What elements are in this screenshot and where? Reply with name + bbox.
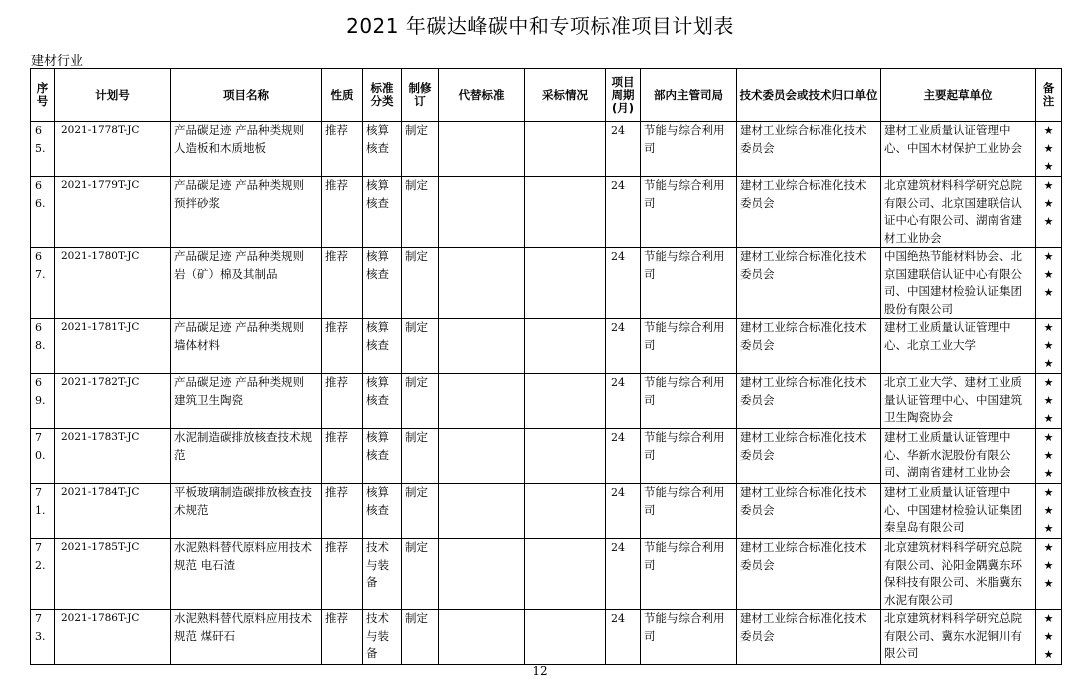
col-header-drafter: 主要起草单位 xyxy=(881,69,1036,122)
revision-type-cell: 制定 xyxy=(402,484,439,539)
adoption-status-cell xyxy=(525,484,606,539)
revision-type-cell: 制定 xyxy=(402,177,439,248)
standard-category-cell: 技术与装备 xyxy=(363,539,402,610)
star-icon: ★ xyxy=(1043,286,1054,299)
replaced-standard-cell xyxy=(439,319,525,374)
plan-code-cell: 2021-1778T-JC xyxy=(55,122,171,177)
star-icon: ★ xyxy=(1043,250,1054,263)
col-header-category: 标准分类 xyxy=(363,69,402,122)
replaced-standard-cell xyxy=(439,429,525,484)
note-cell xyxy=(1036,484,1062,539)
note-cell xyxy=(1036,374,1062,429)
project-nature-cell: 推荐 xyxy=(322,484,363,539)
project-cycle-cell: 24 xyxy=(606,429,641,484)
project-cycle-cell: 24 xyxy=(606,319,641,374)
table-row xyxy=(31,610,1062,665)
note-cell xyxy=(1036,429,1062,484)
adoption-status-cell xyxy=(525,610,606,665)
supervising-department-cell: 节能与综合利用司 xyxy=(641,484,737,539)
replaced-standard-cell xyxy=(439,539,525,610)
table-row xyxy=(31,248,1062,319)
note-cell xyxy=(1036,610,1062,665)
row-number-cell: 71. xyxy=(31,484,55,539)
star-icon: ★ xyxy=(1043,630,1054,643)
plan-code-cell: 2021-1783T-JC xyxy=(55,429,171,484)
star-icon: ★ xyxy=(1043,142,1054,155)
project-nature-cell: 推荐 xyxy=(322,248,363,319)
supervising-department-cell: 节能与综合利用司 xyxy=(641,319,737,374)
technical-committee-cell: 建材工业综合标准化技术委员会 xyxy=(737,248,881,319)
table-row xyxy=(31,122,1062,177)
star-icon: ★ xyxy=(1043,431,1054,444)
adoption-status-cell xyxy=(525,539,606,610)
plan-code-cell: 2021-1781T-JC xyxy=(55,319,171,374)
table-header-row xyxy=(31,69,1062,122)
revision-type-cell: 制定 xyxy=(402,429,439,484)
revision-type-cell: 制定 xyxy=(402,248,439,319)
star-icon: ★ xyxy=(1043,577,1054,590)
standard-category-cell: 核算核查 xyxy=(363,177,402,248)
project-nature-cell: 推荐 xyxy=(322,122,363,177)
star-icon: ★ xyxy=(1043,648,1054,661)
project-cycle-cell: 24 xyxy=(606,177,641,248)
note-cell xyxy=(1036,248,1062,319)
drafting-units-cell: 北京建筑材料科学研究总院有限公司、冀东水泥铜川有限公司 xyxy=(881,610,1036,665)
row-number-cell: 70. xyxy=(31,429,55,484)
star-icon: ★ xyxy=(1043,339,1054,352)
star-icon: ★ xyxy=(1043,321,1054,334)
plan-code-cell: 2021-1785T-JC xyxy=(55,539,171,610)
standard-category-cell: 技术与装备 xyxy=(363,610,402,665)
col-header-code: 计划号 xyxy=(55,69,171,122)
table-row xyxy=(31,319,1062,374)
page-number: 12 xyxy=(532,664,548,678)
drafting-units-cell: 建材工业质量认证管理中心、北京工业大学 xyxy=(881,319,1036,374)
col-header-cycle: 项目周期(月) xyxy=(606,69,641,122)
replaced-standard-cell xyxy=(439,122,525,177)
col-header-revision: 制修订 xyxy=(402,69,439,122)
technical-committee-cell: 建材工业综合标准化技术委员会 xyxy=(737,177,881,248)
star-icon: ★ xyxy=(1043,612,1054,625)
star-icon: ★ xyxy=(1043,268,1054,281)
supervising-department-cell: 节能与综合利用司 xyxy=(641,248,737,319)
star-icon: ★ xyxy=(1043,541,1054,554)
row-number-cell: 67. xyxy=(31,248,55,319)
project-nature-cell: 推荐 xyxy=(322,539,363,610)
technical-committee-cell: 建材工业综合标准化技术委员会 xyxy=(737,374,881,429)
table-row xyxy=(31,484,1062,539)
project-name-cell: 产品碳足迹 产品种类规则 岩（矿）棉及其制品 xyxy=(171,248,322,319)
plan-code-cell: 2021-1780T-JC xyxy=(55,248,171,319)
project-cycle-cell: 24 xyxy=(606,539,641,610)
plan-code-cell: 2021-1784T-JC xyxy=(55,484,171,539)
standard-category-cell: 核算核查 xyxy=(363,122,402,177)
col-header-name: 项目名称 xyxy=(171,69,322,122)
star-icon: ★ xyxy=(1043,522,1054,535)
note-cell xyxy=(1036,177,1062,248)
note-cell xyxy=(1036,319,1062,374)
star-icon: ★ xyxy=(1043,412,1054,425)
project-name-cell: 产品碳足迹 产品种类规则 墙体材料 xyxy=(171,319,322,374)
star-icon: ★ xyxy=(1043,467,1054,480)
drafting-units-cell: 建材工业质量认证管理中心、华新水泥股份有限公司、湖南省建材工业协会 xyxy=(881,429,1036,484)
row-number-cell: 72. xyxy=(31,539,55,610)
row-number-cell: 68. xyxy=(31,319,55,374)
col-header-replaced: 代替标准 xyxy=(439,69,525,122)
star-icon: ★ xyxy=(1043,124,1054,137)
project-cycle-cell: 24 xyxy=(606,374,641,429)
col-header-adoption: 采标情况 xyxy=(525,69,606,122)
drafting-units-cell: 建材工业质量认证管理中心、中国木材保护工业协会 xyxy=(881,122,1036,177)
table-row xyxy=(31,177,1062,248)
star-icon: ★ xyxy=(1043,559,1054,572)
project-name-cell: 产品碳足迹 产品种类规则 人造板和木质地板 xyxy=(171,122,322,177)
project-name-cell: 平板玻璃制造碳排放核查技术规范 xyxy=(171,484,322,539)
plan-code-cell: 2021-1786T-JC xyxy=(55,610,171,665)
supervising-department-cell: 节能与综合利用司 xyxy=(641,610,737,665)
project-nature-cell: 推荐 xyxy=(322,177,363,248)
standard-category-cell: 核算核查 xyxy=(363,484,402,539)
project-cycle-cell: 24 xyxy=(606,610,641,665)
star-icon: ★ xyxy=(1043,357,1054,370)
technical-committee-cell: 建材工业综合标准化技术委员会 xyxy=(737,319,881,374)
star-icon: ★ xyxy=(1043,179,1054,192)
replaced-standard-cell xyxy=(439,177,525,248)
adoption-status-cell xyxy=(525,248,606,319)
project-nature-cell: 推荐 xyxy=(322,319,363,374)
project-cycle-cell: 24 xyxy=(606,122,641,177)
table-row xyxy=(31,539,1062,610)
adoption-status-cell xyxy=(525,122,606,177)
project-name-cell: 水泥熟料替代原料应用技术规范 煤矸石 xyxy=(171,610,322,665)
project-name-cell: 水泥制造碳排放核查技术规范 xyxy=(171,429,322,484)
standard-category-cell: 核算核查 xyxy=(363,374,402,429)
industry-label: 建材行业 xyxy=(31,54,84,69)
table-row xyxy=(31,429,1062,484)
plan-code-cell: 2021-1779T-JC xyxy=(55,177,171,248)
star-icon: ★ xyxy=(1043,504,1054,517)
col-header-committee: 技术委员会或技术归口单位 xyxy=(737,69,881,122)
note-cell xyxy=(1036,539,1062,610)
project-nature-cell: 推荐 xyxy=(322,429,363,484)
supervising-department-cell: 节能与综合利用司 xyxy=(641,177,737,248)
row-number-cell: 65. xyxy=(31,122,55,177)
replaced-standard-cell xyxy=(439,374,525,429)
drafting-units-cell: 中国绝热节能材料协会、北京国建联信认证中心有限公司、中国建材检验认证集团股份有限公司 xyxy=(881,248,1036,319)
project-name-cell: 水泥熟料替代原料应用技术规范 电石渣 xyxy=(171,539,322,610)
replaced-standard-cell xyxy=(439,610,525,665)
col-header-note: 备注 xyxy=(1036,69,1062,122)
note-cell xyxy=(1036,122,1062,177)
table-body xyxy=(31,122,1062,665)
adoption-status-cell xyxy=(525,319,606,374)
standard-category-cell: 核算核查 xyxy=(363,248,402,319)
star-icon: ★ xyxy=(1043,449,1054,462)
supervising-department-cell: 节能与综合利用司 xyxy=(641,429,737,484)
adoption-status-cell xyxy=(525,429,606,484)
replaced-standard-cell xyxy=(439,484,525,539)
adoption-status-cell xyxy=(525,177,606,248)
revision-type-cell: 制定 xyxy=(402,374,439,429)
project-cycle-cell: 24 xyxy=(606,484,641,539)
star-icon: ★ xyxy=(1043,215,1054,228)
project-nature-cell: 推荐 xyxy=(322,610,363,665)
standards-plan-table xyxy=(30,68,1062,665)
supervising-department-cell: 节能与综合利用司 xyxy=(641,122,737,177)
drafting-units-cell: 建材工业质量认证管理中心、中国建材检验认证集团秦皇岛有限公司 xyxy=(881,484,1036,539)
project-cycle-cell: 24 xyxy=(606,248,641,319)
technical-committee-cell: 建材工业综合标准化技术委员会 xyxy=(737,539,881,610)
page-title: 2021 年碳达峰碳中和专项标准项目计划表 xyxy=(346,14,734,38)
revision-type-cell: 制定 xyxy=(402,319,439,374)
revision-type-cell: 制定 xyxy=(402,610,439,665)
star-icon: ★ xyxy=(1043,197,1054,210)
col-header-nature: 性质 xyxy=(322,69,363,122)
supervising-department-cell: 节能与综合利用司 xyxy=(641,374,737,429)
col-header-no: 序号 xyxy=(31,69,55,122)
technical-committee-cell: 建材工业综合标准化技术委员会 xyxy=(737,610,881,665)
col-header-department: 部内主管司局 xyxy=(641,69,737,122)
project-name-cell: 产品碳足迹 产品种类规则 建筑卫生陶瓷 xyxy=(171,374,322,429)
drafting-units-cell: 北京工业大学、建材工业质量认证管理中心、中国建筑卫生陶瓷协会 xyxy=(881,374,1036,429)
drafting-units-cell: 北京建筑材料科学研究总院有限公司、北京国建联信认证中心有限公司、湖南省建材工业协会 xyxy=(881,177,1036,248)
revision-type-cell: 制定 xyxy=(402,122,439,177)
row-number-cell: 69. xyxy=(31,374,55,429)
standard-category-cell: 核算核查 xyxy=(363,429,402,484)
plan-code-cell: 2021-1782T-JC xyxy=(55,374,171,429)
supervising-department-cell: 节能与综合利用司 xyxy=(641,539,737,610)
star-icon: ★ xyxy=(1043,394,1054,407)
adoption-status-cell xyxy=(525,374,606,429)
project-name-cell: 产品碳足迹 产品种类规则 预拌砂浆 xyxy=(171,177,322,248)
replaced-standard-cell xyxy=(439,248,525,319)
star-icon: ★ xyxy=(1043,486,1054,499)
standard-category-cell: 核算核查 xyxy=(363,319,402,374)
row-number-cell: 66. xyxy=(31,177,55,248)
project-nature-cell: 推荐 xyxy=(322,374,363,429)
drafting-units-cell: 北京建筑材料科学研究总院有限公司、沁阳金隅冀东环保科技有限公司、米脂冀东水泥有限公司 xyxy=(881,539,1036,610)
table-row xyxy=(31,374,1062,429)
technical-committee-cell: 建材工业综合标准化技术委员会 xyxy=(737,484,881,539)
star-icon: ★ xyxy=(1043,376,1054,389)
row-number-cell: 73. xyxy=(31,610,55,665)
technical-committee-cell: 建材工业综合标准化技术委员会 xyxy=(737,429,881,484)
revision-type-cell: 制定 xyxy=(402,539,439,610)
technical-committee-cell: 建材工业综合标准化技术委员会 xyxy=(737,122,881,177)
star-icon: ★ xyxy=(1043,160,1054,173)
